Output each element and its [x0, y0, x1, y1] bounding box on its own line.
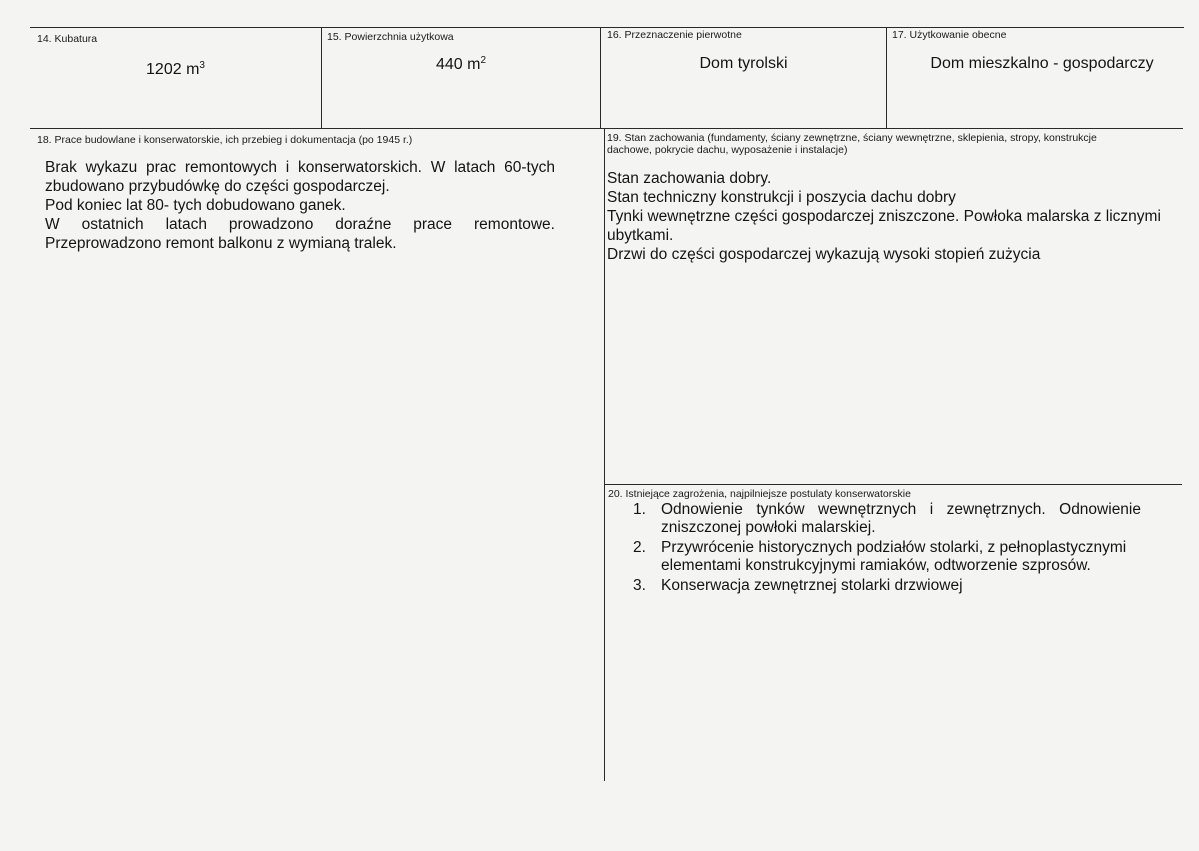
powierzchnia-unit-exponent: 2: [480, 55, 487, 66]
prace-paragraph: Przeprowadzono remont balkonu z wymianą tralek.: [45, 235, 397, 252]
col-divider-3: [886, 27, 887, 128]
field-15-label: 15. Powierzchnia użytkowa: [327, 31, 454, 43]
col-divider-center-lower: [604, 128, 605, 781]
stan-line: Stan zachowania dobry.: [607, 170, 772, 187]
row-divider: [30, 128, 1183, 129]
field-19-label: 19. Stan zachowania (fundamenty, ściany zewnętrzne, ściany wewnętrzne, sklepienia, stropy, konstrukcje dachowe, pokrycie dachu, wyposażenie i instalacje): [607, 132, 1097, 156]
kubatura-unit-exponent: 3: [199, 60, 205, 71]
field-16-label: 16. Przeznaczenie pierwotne: [607, 29, 742, 41]
section-20-divider: [604, 484, 1182, 485]
list-item-text: Odnowienie tynków wewnętrznych i zewnętrznych. Odnowienie zniszczonej powłoki malarskiej.: [661, 501, 1141, 536]
prace-paragraph: Brak wykazu prac remontowych i konserwatorskich. W latach 60-tych zbudowano przybudówkę do części gospodarczej.: [45, 159, 555, 195]
list-item-number: 1.: [633, 501, 646, 518]
field-16-value: Dom tyrolski: [699, 55, 788, 72]
field-14-label: 14. Kubatura: [37, 33, 98, 45]
stan-line: Tynki wewnętrzne części gospodarczej zniszczone. Powłoka malarska z licznymi ubytkami.: [607, 208, 1161, 244]
postulaty-list: [633, 501, 1141, 597]
field-17-value: Dom mieszkalno - gospodarczy: [930, 55, 1154, 72]
stan-line: Stan techniczny konstrukcji i poszycia dachu dobry: [607, 189, 956, 206]
col-divider-center: [600, 27, 601, 128]
prace-paragraph: W ostatnich latach prowadzono doraźne prace remontowe.: [45, 216, 555, 233]
list-item: [633, 501, 1141, 537]
top-border: [30, 27, 1184, 28]
list-item-text: Konserwacja zewnętrznej stolarki drzwiowej: [661, 577, 963, 594]
list-item: [633, 539, 1141, 575]
list-item-number: 2.: [633, 539, 646, 556]
field-20-label: 20. Istniejące zagrożenia, najpilniejsze postulaty konserwatorskie: [608, 488, 911, 500]
kubatura-number: 1202 m: [146, 61, 200, 78]
prace-paragraph: Pod koniec lat 80- tych dobudowano ganek.: [45, 197, 346, 214]
powierzchnia-number: 440 m: [435, 56, 481, 73]
col-divider-1: [321, 27, 322, 128]
list-item-text: Przywrócenie historycznych podziałów stolarki, z pełnoplastycznymi elementami konstrukcyjnymi ramiaków, odtworzenie szprosów.: [661, 539, 1127, 574]
field-14-value: [30, 60, 321, 79]
stan-line: Drzwi do części gospodarczej wykazują wysoki stopień zużycia: [607, 246, 1041, 263]
field-17-label: 17. Użytkowanie obecne: [892, 29, 1007, 41]
field-18-text: [45, 158, 555, 253]
list-item-number: 3.: [633, 577, 646, 594]
field-18-label: 18. Prace budowlane i konserwatorskie, ich przebieg i dokumentacja (po 1945 r.): [37, 134, 413, 146]
field-19-text: [607, 169, 1177, 264]
field-15-value: [322, 55, 600, 74]
list-item: [633, 577, 1141, 595]
